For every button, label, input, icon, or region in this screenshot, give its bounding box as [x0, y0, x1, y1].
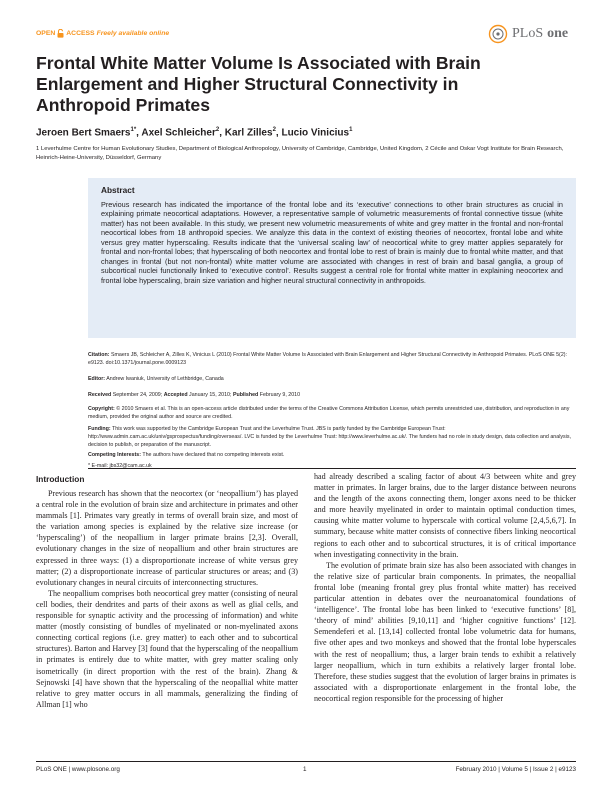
footer-journal[interactable]: PLoS ONE | www.plosone.org [36, 766, 120, 773]
abstract-heading: Abstract [101, 185, 135, 195]
author-name: Jeroen Bert Smaers [36, 127, 131, 139]
author-affil-mark: 2 [272, 127, 276, 133]
received-label: Received [88, 392, 112, 398]
author-separator: , [275, 127, 282, 139]
accepted-label: Accepted [163, 392, 188, 398]
article-title: Frontal White Matter Volume Is Associated with Brain Enlargement and Higher Structural Connectivity in Anthropoid Primates [36, 53, 481, 115]
affiliations: 1 Leverhulme Centre for Human Evolutionary Studies, Department of Biological Anthropology, University of Cambridge, Cambridge, United Kingdom, 2 Cécile and Oskar Vogt Institute for Brain Research, Heinrich-Heine-University, Düsseldorf, Germany [36, 146, 564, 161]
copyright-block [88, 405, 576, 421]
plos-one-text: one [547, 26, 569, 41]
plos-seal-icon [488, 24, 508, 44]
oa-access-text: ACCESS [66, 30, 95, 37]
author-name: Lucio Vinicius [281, 127, 350, 139]
published-date: February 9, 2010 [259, 392, 301, 398]
funding-text: This work was supported by the Cambridge European Trust and the Leverhulme Trust. JBS is partly funded by the Cambridge European Trust: http://www.admin.cam.ac.uk/univ/gsprospectus/funding/overseas/. LVC is funded by the Leverhulme Trust: http://www.leverhulme.ac.uk/. The funders had no role in study design, data collection and analysis, decision to publish, or preparation of the manuscript. [88, 426, 571, 448]
author-name: Karl Zilles [224, 127, 273, 139]
author-affil-mark: 1* [130, 127, 137, 133]
oa-free-text: Freely available online [96, 30, 170, 37]
competing-text: The authors have declared that no competing interests exist. [142, 452, 285, 458]
author-affil-mark: 2 [215, 127, 220, 133]
open-access-logo [36, 29, 169, 38]
copyright-text: © 2010 Smaers et al. This is an open-access article distributed under the terms of the Creative Commons Attribution License, which permits unrestricted use, distribution, and reproduction in any medium, provided the original author and source are credited. [88, 406, 570, 420]
dates-line [88, 391, 576, 399]
footer-issue: February 2010 | Volume 5 | Issue 2 | e9123 [455, 766, 576, 773]
author-affil-mark: 1 [349, 127, 353, 133]
body-paragraph: had already described a scaling factor of about 4/3 between white and grey matter in primates. In larger brains, due to the larger distance between neurons and the length of the axons connecting them, longer axons need to be thicker and more heavily myelinated in order to maintain optimal conduction times, causing white matter volume to hyperscale with cortical volume [2,4,5,6,7]. In summary, because white matter consists of connective fibers linking neocortical regions to each other and to subcortical structures, it is of critical importance when investigating connectivity in the brain. [314, 472, 576, 559]
author-separator: , [136, 127, 142, 139]
citation-label: Citation: [88, 352, 110, 358]
published-label: Published [232, 392, 259, 398]
body-column-right [314, 471, 576, 704]
plos-brand-text: PLoS [512, 26, 544, 41]
received-date: September 24, 2009; [112, 392, 163, 398]
author-list [36, 127, 352, 138]
funding-label: Funding: [88, 426, 111, 432]
editor-line [88, 375, 576, 383]
author-name: Axel Schleicher [141, 127, 216, 139]
competing-label: Competing Interests: [88, 452, 141, 458]
competing-interests [88, 451, 576, 459]
body-paragraph: Previous research has shown that the neocortex (or ‘neopallium’) has played a central role in the evolution of brain size and architecture in primates and other mammals [1]. Primates vary greatly in terms of overall brain size, and most of the variation among species is explained by the relative size increase (or ‘hyperscaling’) of the neopallium in larger primate brains [2,3]. Overall, evolutionary changes in the size of neopallium and other brain structures are expressed in three ways: (1) a disproportionate increase of white versus grey matter; (2) a disproportionate increase of particular structures or areas; and (3) evolutionary changes in neural circuits of interconnecting structures. [36, 489, 298, 587]
citation-text: Smaers JB, Schleicher A, Zilles K, Vinicius L (2010) Frontal White Matter Volume Is Associated with Brain Enlargement and Higher Structural Connectivity in Anthropoid Primates. PLoS ONE 5(2): e9123. doi:10.1371/journal.pone.0009123 [88, 352, 567, 366]
editor-text: Andrew Iwaniuk, University of Lethbridge, Canada [106, 376, 224, 382]
copyright-label: Copyright: [88, 406, 115, 412]
body-paragraph: The neopallium comprises both neocortical grey matter (consisting of neural cell bodies, their dendrites and parts of their axons as well as glial cells, and responsible for synaptic activity and the processing of information) and white matter (mostly consisting of bundles of myelinated or non-myelinated axons connecting cortical regions (i.e. grey matter) to each other and to subcortical structures). Barton and Harvey [3] found that the hyperscaling of the neopallium in primates is entirely due to white matter, with grey matter scaling only isometrically (in direct proportion with the rest of the brain). Zhang & Sejnowski [4] have shown that the hyperscaling of the neopallial white matter relative to grey matter occurs in all mammals, generalizing the finding of Allman [1] who [36, 588, 298, 709]
abstract-box [88, 178, 576, 338]
citation-block [88, 351, 576, 367]
accepted-date: January 15, 2010; [189, 392, 232, 398]
author-separator: , [219, 127, 225, 139]
oa-open-text: OPEN [36, 30, 56, 37]
footer-page-number: 1 [303, 766, 307, 773]
funding-block [88, 425, 576, 449]
body-paragraph: The evolution of primate brain size has also been associated with changes in the relative size of particular brain components. In primates, the neopallial frontal lobe (meaning frontal grey plus frontal white matter) has received particular attention in debates over the neuroanatomical foundations of ‘intelligence’. The frontal lobe has been linked to ‘executive functions’ [8], ‘theory of mind’ abilities [9,10,11] and ‘higher cognitive functions’ [12]. Semendeferi et al. [13,14] collected frontal lobe volumetric data for humans, five other apes and two monkeys and showed that the frontal lobe hyperscales with the rest of neopallium; thus, a larger brain tends to exhibit a relatively larger neopallium, which in turn exhibits a relatively larger frontal lobe. Therefore, these studies suggest that the evolution of larger brains in primates is associated with a disproportionate enlargement in the frontal lobe, the neocortical region responsible for the processing of higher [314, 560, 576, 703]
plos-one-logo[interactable] [488, 24, 568, 44]
body-column-left [36, 488, 298, 710]
introduction-heading: Introduction [36, 474, 85, 484]
author-email[interactable]: * E-mail: jbs32@cam.ac.uk [88, 463, 152, 469]
editor-label: Editor: [88, 376, 106, 382]
abstract-text: Previous research has indicated the importance of the frontal lobe and its ‘executive’ connections to other brain structures as crucial in explaining primate neocortical adaptations. However, a representative sample of volumetric measurements of frontal connective tissue (white matter) has not been available. In this study, we present new volumetric measurements of white and grey matter in the frontal and non-frontal neocortical lobes from 18 anthropoid species. We analyze this data in the context of existing theories of neocortex, frontal lobe and white versus grey matter hyperscaling. Results indicate that the ‘universal scaling law’ of neocortical white to grey matter applies separately for frontal and non-frontal lobes; that hyperscaling of both neocortex and frontal lobe to rest of brain is mainly due to frontal white matter, and that changes in frontal (but not non-frontal) white matter volume are associated with changes in rest of brain and basal ganglia, a group of subcortical nuclei functionally linked to ‘executive control’. Results suggest a central role for frontal white matter in explaining neocortex and frontal lobe hyperscaling, brain size variation and higher neural structural connectivity in anthropoids. [101, 200, 563, 285]
footer-divider [36, 761, 576, 762]
open-lock-icon [57, 29, 64, 38]
